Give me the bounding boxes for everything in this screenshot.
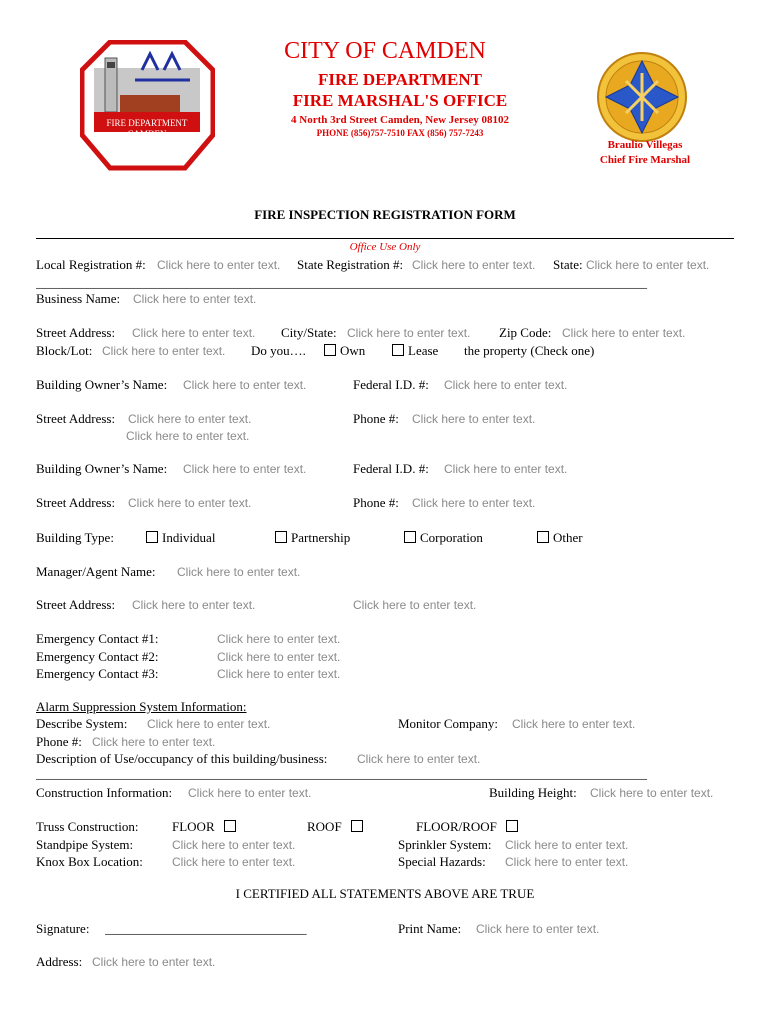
partnership-label: Partnership [291, 530, 351, 545]
do-you-label: Do you…. [251, 343, 306, 358]
the-property-label: the property (Check one) [464, 343, 595, 358]
building-type-label: Building Type: [36, 530, 114, 545]
knox-box-label: Knox Box Location: [36, 854, 143, 869]
owner-2-federal-id-label: Federal I.D. #: [353, 461, 429, 476]
describe-system-field[interactable]: Click here to enter text. [147, 717, 271, 731]
owner-2-federal-id-field[interactable]: Click here to enter text. [444, 462, 568, 476]
office-phone: PHONE (856)757-7510 FAX (856) 757-7243 [316, 128, 484, 138]
roof-label: ROOF [307, 819, 342, 834]
state-label: State: [553, 257, 583, 272]
own-checkbox-box[interactable] [324, 344, 336, 356]
address-label: Address: [36, 954, 83, 969]
emergency-contact-3-label: Emergency Contact #3: [36, 666, 159, 681]
describe-system-label: Describe System: [36, 716, 128, 731]
building-height-label: Building Height: [489, 785, 577, 800]
emergency-contact-2-field[interactable]: Click here to enter text. [217, 650, 341, 664]
chief-title: Chief Fire Marshal [599, 154, 691, 166]
special-hazards-label: Special Hazards: [398, 854, 486, 869]
manager-agent-label: Manager/Agent Name: [36, 564, 156, 579]
city-title: CITY OF CAMDEN [284, 38, 486, 64]
other-label: Other [553, 530, 583, 545]
alarm-phone-field[interactable]: Click here to enter text. [92, 735, 216, 749]
dashed-separator: ______________________________________________________________________________________________ [36, 275, 647, 290]
logo-line-1: FIRE DEPARTMENT [106, 118, 188, 128]
logo-line-3: NEW JERSEY [119, 140, 175, 150]
use-description-label: Description of Use/occupancy of this building/business: [36, 751, 328, 766]
signature-label: Signature: [36, 921, 90, 936]
print-name-field[interactable]: Click here to enter text. [476, 922, 600, 936]
individual-checkbox[interactable] [146, 530, 215, 546]
logo-line-2: CAMDEN [127, 129, 167, 139]
sprinkler-label: Sprinkler System: [398, 837, 492, 852]
floor-checkbox-box[interactable] [224, 820, 236, 832]
alarm-section-heading: Alarm Suppression System Information: [36, 699, 247, 714]
manager-street-field-2[interactable]: Click here to enter text. [353, 598, 477, 612]
state-field[interactable]: Click here to enter text. [586, 258, 710, 272]
roof-checkbox-box[interactable] [351, 820, 363, 832]
corporation-checkbox-box[interactable] [404, 531, 416, 543]
sprinkler-field[interactable]: Click here to enter text. [505, 838, 629, 852]
title-divider [36, 238, 734, 239]
city-state-field[interactable]: Click here to enter text. [347, 326, 471, 340]
corporation-checkbox[interactable] [404, 530, 483, 546]
zip-code-field[interactable]: Click here to enter text. [562, 326, 686, 340]
owner-2-name-field[interactable]: Click here to enter text. [183, 462, 307, 476]
owner-1-federal-id-label: Federal I.D. #: [353, 377, 429, 392]
office-address: 4 North 3rd Street Camden, New Jersey 08102 [291, 114, 509, 126]
block-lot-label: Block/Lot: [36, 343, 93, 358]
own-label: Own [340, 343, 366, 358]
floor-roof-checkbox[interactable] [416, 819, 522, 835]
monitor-company-field[interactable]: Click here to enter text. [512, 717, 636, 731]
owner-1-phone-label: Phone #: [353, 411, 399, 426]
owner-1-federal-id-field[interactable]: Click here to enter text. [444, 378, 568, 392]
office-title: FIRE MARSHAL'S OFFICE [292, 91, 508, 110]
construction-info-label: Construction Information: [36, 785, 173, 800]
floor-roof-label: FLOOR/ROOF [416, 819, 497, 834]
dashed-separator-2: ______________________________________________________________________________________________ [36, 766, 647, 781]
use-description-field[interactable]: Click here to enter text. [357, 752, 481, 766]
local-registration-label: Local Registration #: [36, 257, 146, 272]
individual-label: Individual [162, 530, 216, 545]
owner-1-street-label: Street Address: [36, 411, 116, 426]
other-checkbox[interactable] [537, 530, 583, 546]
emergency-contact-1-label: Emergency Contact #1: [36, 631, 159, 646]
own-checkbox[interactable] [324, 343, 365, 359]
lease-checkbox[interactable] [392, 343, 438, 359]
owner-1-street-field-2[interactable]: Click here to enter text. [126, 429, 250, 443]
floor-label: FLOOR [172, 819, 215, 834]
department-title: FIRE DEPARTMENT [318, 70, 482, 89]
roof-checkbox[interactable] [307, 819, 367, 835]
city-state-label: City/State: [281, 325, 337, 340]
partnership-checkbox-box[interactable] [275, 531, 287, 543]
state-registration-label: State Registration #: [297, 257, 404, 272]
certification-statement: I CERTIFIED ALL STATEMENTS ABOVE ARE TRUE [235, 886, 535, 901]
emergency-contact-2-label: Emergency Contact #2: [36, 649, 159, 664]
floor-checkbox[interactable] [172, 819, 240, 835]
address-field[interactable]: Click here to enter text. [92, 955, 216, 969]
owner-2-phone-label: Phone #: [353, 495, 399, 510]
street-address-field[interactable]: Click here to enter text. [132, 326, 256, 340]
emergency-contact-3-field[interactable]: Click here to enter text. [217, 667, 341, 681]
owner-2-street-field[interactable]: Click here to enter text. [128, 496, 252, 510]
owner-2-phone-field[interactable]: Click here to enter text. [412, 496, 536, 510]
owner-1-name-label: Building Owner’s Name: [36, 377, 168, 392]
print-name-label: Print Name: [398, 921, 462, 936]
corporation-label: Corporation [420, 530, 483, 545]
individual-checkbox-box[interactable] [146, 531, 158, 543]
manager-street-label: Street Address: [36, 597, 116, 612]
state-registration-field[interactable]: Click here to enter text. [412, 258, 536, 272]
owner-1-street-field[interactable]: Click here to enter text. [128, 412, 252, 426]
lease-checkbox-box[interactable] [392, 344, 404, 356]
knox-box-field[interactable]: Click here to enter text. [172, 855, 296, 869]
construction-info-field[interactable]: Click here to enter text. [188, 786, 312, 800]
truss-construction-label: Truss Construction: [36, 819, 139, 834]
other-checkbox-box[interactable] [537, 531, 549, 543]
local-registration-field[interactable]: Click here to enter text. [157, 258, 281, 272]
business-name-field[interactable]: Click here to enter text. [133, 292, 257, 306]
building-height-field[interactable]: Click here to enter text. [590, 786, 714, 800]
owner-1-name-field[interactable]: Click here to enter text. [183, 378, 307, 392]
street-address-label: Street Address: [36, 325, 116, 340]
owner-2-name-label: Building Owner’s Name: [36, 461, 168, 476]
block-lot-field[interactable]: Click here to enter text. [102, 344, 226, 358]
standpipe-field[interactable]: Click here to enter text. [172, 838, 296, 852]
manager-agent-field[interactable]: Click here to enter text. [177, 565, 301, 579]
monitor-company-label: Monitor Company: [398, 716, 499, 731]
manager-street-field[interactable]: Click here to enter text. [132, 598, 256, 612]
signature-line[interactable]: _______________________________ [105, 921, 307, 936]
owner-2-street-label: Street Address: [36, 495, 116, 510]
form-title: FIRE INSPECTION REGISTRATION FORM [254, 207, 516, 222]
office-use-only: Office Use Only [349, 241, 421, 253]
floor-roof-checkbox-box[interactable] [506, 820, 518, 832]
special-hazards-field[interactable]: Click here to enter text. [505, 855, 629, 869]
business-name-label: Business Name: [36, 291, 121, 306]
owner-1-phone-field[interactable]: Click here to enter text. [412, 412, 536, 426]
alarm-phone-label: Phone #: [36, 734, 82, 749]
chief-name: Braulio Villegas [607, 139, 683, 151]
partnership-checkbox[interactable] [275, 530, 350, 546]
standpipe-label: Standpipe System: [36, 837, 134, 852]
emergency-contact-1-field[interactable]: Click here to enter text. [217, 632, 341, 646]
zip-code-label: Zip Code: [499, 325, 552, 340]
lease-label: Lease [408, 343, 439, 358]
